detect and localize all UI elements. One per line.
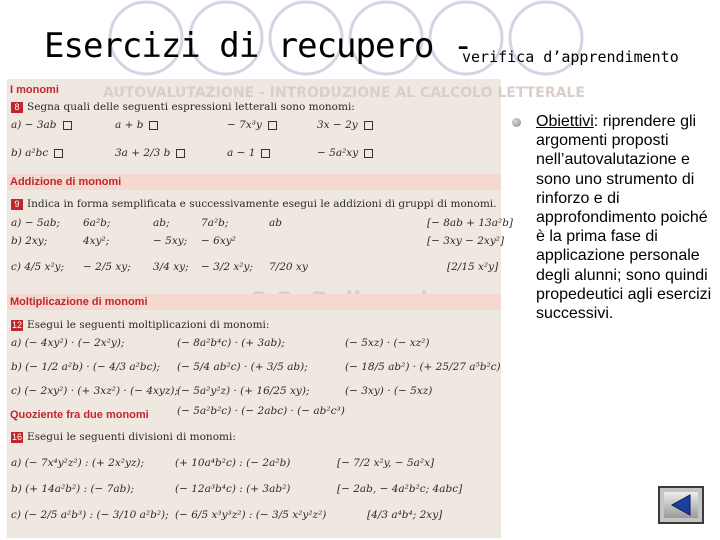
exercise-row: (− 3xy) · (− 5xz) [345, 385, 433, 397]
exercise-row: 7a²b; [201, 217, 229, 229]
exercise-row: (− 5a²y²z) · (+ 16/25 xy); [177, 385, 310, 397]
exercise-row: 3a + 2/3 b [115, 147, 185, 159]
section-heading-moltiplicazione: Moltiplicazione di monomi [10, 296, 148, 308]
exercise-row: ab; [153, 217, 170, 229]
exercise-row: b) a²bc [11, 147, 63, 159]
objectives-label: Obiettivi [536, 113, 594, 130]
exercise-row: − 5xy; [153, 235, 188, 247]
exercise-row: (− 6/5 x³y³z²) : (− 3/5 x²y²z²) [175, 509, 327, 521]
exercise-row: a) − 3ab [11, 119, 72, 131]
exercise-row: b) (+ 14a²b²) : (− 7ab); [11, 483, 134, 495]
exercise-answer: [− 3xy − 2xy²] [427, 235, 505, 247]
exercise-row: (− 8a²b⁴c) · (+ 3ab); [177, 337, 285, 349]
exercise-row: b) 2xy; [11, 235, 48, 247]
exercise-row: a − 1 [227, 147, 270, 159]
objectives-text [536, 112, 716, 323]
exercise-answer: [− 7/2 x²y, − 5a²x] [337, 457, 435, 469]
exercise-row: 3x − 2y [317, 119, 373, 131]
exercise-row: (− 5/4 ab²c) · (+ 3/5 ab); [177, 361, 308, 373]
exercise-row: − 3/2 x²y; [201, 261, 253, 273]
exercise-row: ab [269, 217, 282, 229]
objectives-body: : riprendere gli argomenti proposti nell’autovalutazione e sono uno strumento di rinforzo e di approfondimento poiché è la prima fase di applicazione personale degli alunni; sono quindi propedeutici agli esercizi successivi. [536, 113, 712, 323]
bullet-icon [512, 118, 521, 127]
exercise-answer: [2/15 x²y] [447, 261, 499, 273]
section-heading-monomi: I monomi [10, 84, 59, 96]
back-button[interactable] [658, 486, 704, 524]
exercise-answer: [− 8ab + 13a²b] [427, 217, 514, 229]
exercise-row: (− 5a²b²c) · (− 2abc) · (− ab²c³) [177, 405, 345, 417]
exercise-row: a) − 5ab; [11, 217, 61, 229]
section-heading-addizione: Addizione di monomi [10, 176, 122, 188]
exercise-row: (− 12a³b⁴c) : (+ 3ab²) [175, 483, 291, 495]
exercise-row: a) (− 7x⁴y²z²) : (+ 2x²yz); [11, 457, 145, 469]
exercise-prompt: 16 Esegui le seguenti divisioni di monomi: [11, 431, 236, 443]
slide-subtitle: verifica d’apprendimento [462, 48, 679, 66]
exercise-row: a + b [115, 119, 158, 131]
exercise-row: (+ 10a⁴b²c) : (− 2a²b) [175, 457, 291, 469]
exercise-row: a) (− 4xy²) · (− 2x²y); [11, 337, 125, 349]
exercise-row: (− 5xz) · (− xz²) [345, 337, 430, 349]
exercise-row: 6a²b; [83, 217, 111, 229]
exercise-row: − 5a²xy [317, 147, 373, 159]
exercise-row: c) (− 2xy²) · (+ 3xz²) · (− 4xyz); [11, 385, 179, 397]
exercise-answer: [4/3 a⁴b⁴; 2xy] [367, 509, 443, 521]
exercise-row: c) (− 2/5 a²b³) : (− 3/10 a²b²); [11, 509, 169, 521]
exercise-prompt: 9 Indica in forma semplificata e successivamente esegui le addizioni di gruppi di monomi. [11, 198, 497, 210]
exercise-row: − 7x³y [227, 119, 277, 131]
exercise-row: c) 4/5 x²y; [11, 261, 65, 273]
background-heading: AUTOVALUTAZIONE - INTRODUZIONE AL CALCOLO LETTERALE [103, 85, 585, 101]
exercise-row: − 2/5 xy; [83, 261, 131, 273]
exercise-row: 3/4 xy; [153, 261, 189, 273]
exercise-row: 4xy²; [83, 235, 110, 247]
section-heading-quoziente: Quoziente fra due monomi [10, 409, 149, 421]
exercise-row: (− 18/5 ab²) · (+ 25/27 a⁵b²c) [345, 361, 501, 373]
exercise-prompt: 8 Segna quali delle seguenti espressioni letterali sono monomi: [11, 101, 355, 113]
exercise-answer: [− 2ab, − 4a²b²c; 4abc] [337, 483, 463, 495]
slide-title: Esercizi di recupero - [44, 26, 473, 66]
exercise-row: 7/20 xy [269, 261, 308, 273]
exercise-row: b) (− 1/2 a²b) · (− 4/3 a²bc); [11, 361, 161, 373]
exercise-row: − 6xy² [201, 235, 236, 247]
back-button-icon [670, 494, 692, 516]
exercise-prompt: 12 Esegui le seguenti moltiplicazioni di monomi: [11, 319, 270, 331]
